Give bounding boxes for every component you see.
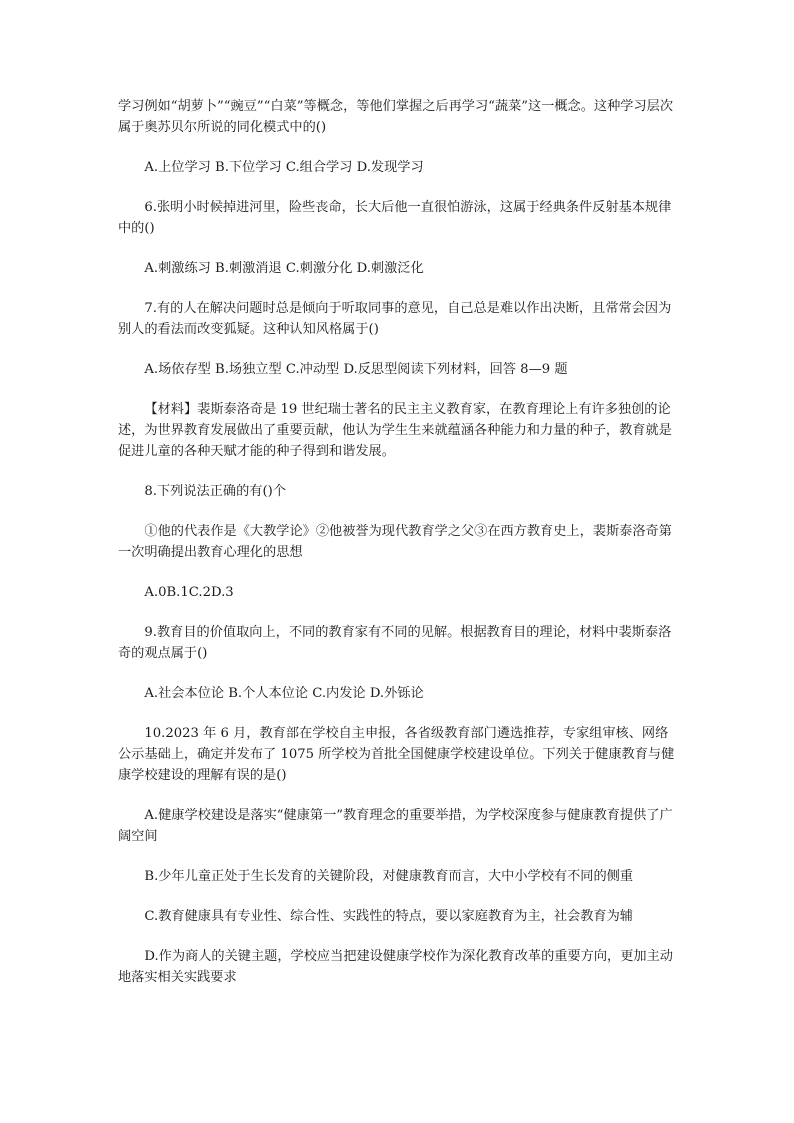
q6-options: A.刺激练习 B.刺激消退 C.刺激分化 D.刺激泛化 [144, 261, 424, 276]
q10-option-a: A.健康学校建设是落实“健康第一”教育理念的重要举措，为学校深度参与健康教育提供了广阔空间 [118, 808, 673, 844]
document-page [118, 96, 678, 1007]
material-passage: 【材料】裴斯泰洛奇是 19 世纪瑞士著名的民主主义教育家，在教育理论上有许多独创的论述，为世界教育发展做出了重要贡献，他认为学生生来就蕴涵各种能力和力量的种子，教育就是促进儿童的各种天赋才能的种子得到和谐发展。 [118, 402, 672, 459]
q8-statements: ①他的代表作是《大教学论》②他被誉为现代教育学之父③在西方教育史上，裴斯泰洛奇第一次明确提出教育心理化的思想 [118, 524, 672, 560]
question-stem-continuation: 学习例如“胡萝卜”“豌豆”“白菜”等概念，等他们掌握之后再学习“蔬菜”这一概念。这种学习层次属于奥苏贝尔所说的同化模式中的() [118, 99, 674, 135]
q8-stem: 8.下列说法正确的有()个 [144, 484, 286, 499]
q6-stem: 6.张明小时候掉进河里，险些丧命，长大后他一直很怕游泳，这属于经典条件反射基本规律中的() [118, 200, 672, 236]
q9-options: A.社会本位论 B.个人本位论 C.内发论 D.外铄论 [144, 686, 424, 701]
q10-option-c: C.教育健康具有专业性、综合性、实践性的特点，要以家庭教育为主，社会教育为辅 [144, 909, 633, 924]
q5-options: A.上位学习 B.下位学习 C.组合学习 D.发现学习 [144, 160, 424, 175]
q7-stem: 7.有的人在解决问题时总是倾向于听取同事的意见，自己总是难以作出决断，且常常会因为别人的看法而改变狐疑。这种认知风格属于() [118, 301, 672, 337]
q10-stem: 10.2023 年 6 月，教育部在学校自主申报，各省级教育部门遴选推荐，专家组审核、网络公示基础上，确定并发布了 1075 所学校为首批全国健康学校建设单位。下列关于健康教育与健康学校建设的理解有误的是() [118, 726, 675, 783]
q10-option-b: B.少年儿童正处于生长发育的关键阶段，对健康教育而言，大中小学校有不同的侧重 [144, 869, 634, 884]
q8-options: A.0B.1C.2D.3 [144, 585, 234, 600]
q9-stem: 9.教育目的价值取向上，不同的教育家有不同的见解。根据教育目的理论，材料中裴斯泰洛奇的观点属于() [118, 625, 672, 661]
q7-options: A.场依存型 B.场独立型 C.冲动型 D.反思型阅读下列材料，回答 8—9 题 [144, 362, 568, 377]
q10-option-d: D.作为商人的关键主题，学校应当把建设健康学校作为深化教育改革的重要方向，更加主动地落实相关实践要求 [118, 949, 673, 985]
